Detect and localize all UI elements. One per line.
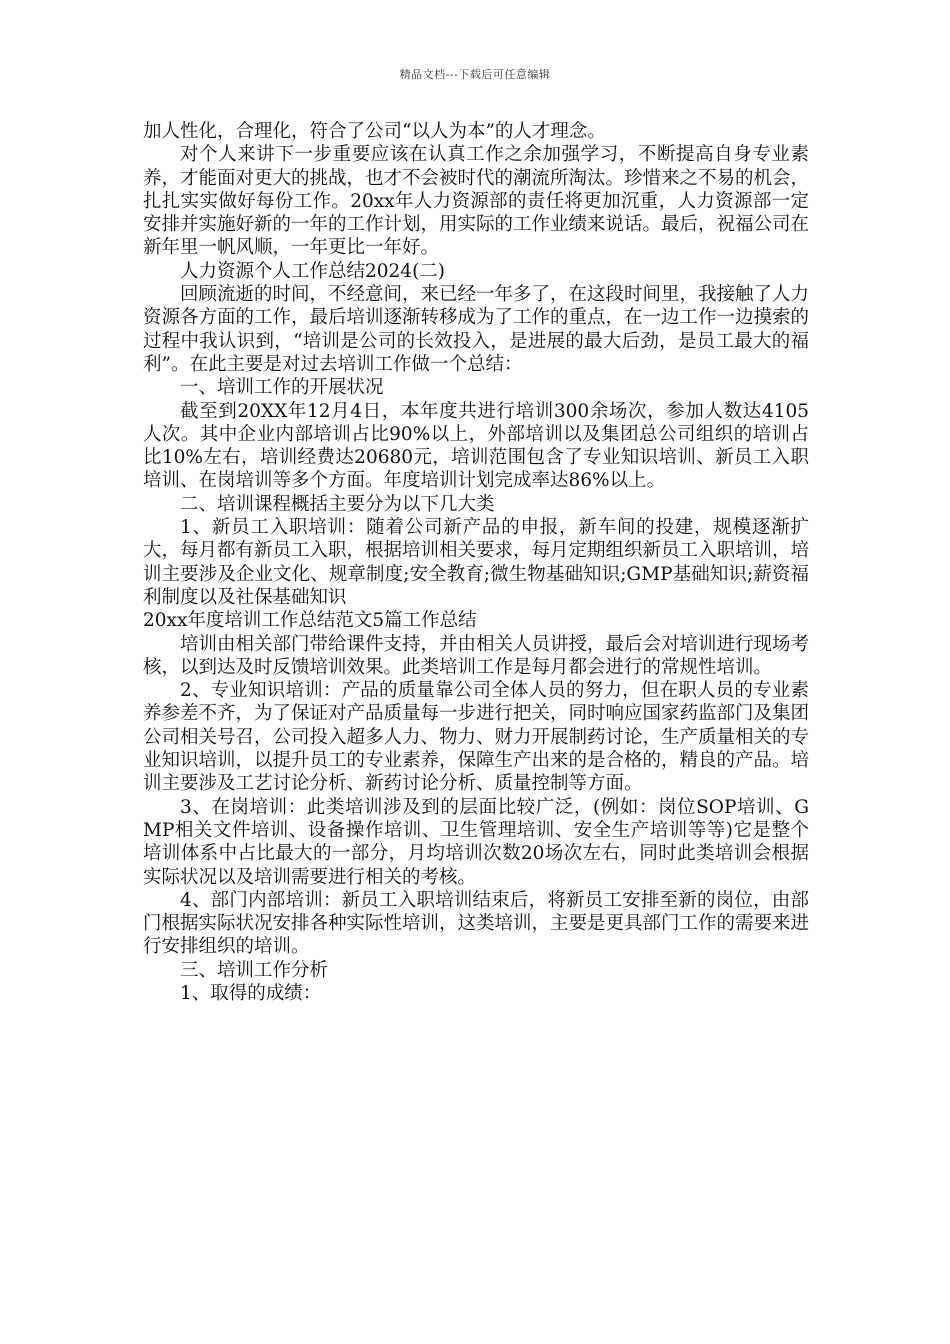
- paragraph: 截至到20XX年12月4日，本年度共进行培训300余场次，参加人数达4105人次。其中企业内部培训占比90%以上，外部培训以及集团总公司组织的培训占比10%左右，培训经费达20680元，培训范围包含了专业知识培训、新员工入职培训、在岗培训等多个方面。年度培训计划完成率达86%以上。: [143, 400, 809, 492]
- paragraph: 加人性化，合理化，符合了公司“以人为本”的人才理念。: [143, 121, 606, 142]
- paragraph: 2、专业知识培训：产品的质量靠公司全体人员的努力，但在职人员的专业素养参差不齐，为了保证对产品质量每一步进行把关，同时响应国家药监部门及集团公司相关号召，公司投入超多人力、物力、财力开展制药讨论，生产质量相关的专业知识培训，以提升员工的专业素养，保障生产出来的是合格的，精良的产品。培训主要涉及工艺讨论分析、新药讨论分析、质量控制等方面。: [143, 680, 810, 795]
- paragraph: 4、部门内部培训：新员工入职培训结束后，将新员工安排至新的岗位，由部门根据实际状况安排各种实际性培训，这类培训，主要是更具部门工作的需要来进行安排组织的培训。: [143, 889, 810, 958]
- paragraph: 培训由相关部门带给课件支持，并由相关人员讲授，最后会对培训进行现场考核，以到达及时反馈培训效果。此类培训工作是每月都会进行的常规性培训。: [143, 633, 810, 678]
- document-body: [143, 120, 809, 1005]
- paragraph: 1、取得的成绩：: [180, 982, 322, 1004]
- paragraph: 1、新员工入职培训：随着公司新产品的申报，新车间的投建，规模逐渐扩大，每月都有新员工入职，根据培训相关要求，每月定期组织新员工入职培训，培训主要涉及企业文化、规章制度;安全教育;微生物基础知识;GMP基础知识;薪资福利制度以及社保基础知识: [143, 517, 810, 608]
- paragraph: 20xx年度培训工作总结范文5篇工作总结: [143, 610, 477, 632]
- paragraph: 对个人来讲下一步重要应该在认真工作之余加强学习，不断提高自身专业素养，才能面对更大的挑战，也才不会被时代的潮流所淘汰。珍惜来之不易的机会，扎扎实实做好每份工作。20xx年人力资源部的责任将更加沉重，人力资源部一定安排并实施好新的一年的工作计划，用实际的工作业绩来说话。最后，祝福公司在新年里一帆风顺，一年更比一年好。: [143, 144, 810, 259]
- paragraph: 二、培训课程概括主要分为以下几大类: [180, 493, 495, 515]
- paragraph: 人力资源个人工作总结2024(二): [180, 260, 446, 282]
- paragraph: 三、培训工作分析: [180, 959, 329, 981]
- paragraph: 回顾流逝的时间，不经意间，来已经一年多了，在这段时间里，我接触了人力资源各方面的工作，最后培训逐渐转移成为了工作的重点，在一边工作一边摸索的过程中我认识到，“培训是公司的长效投入，是进展的最大后劲，是员工最大的福利”。在此主要是对过去培训工作做一个总结：: [143, 284, 810, 375]
- page-header: 精品文档---下载后可任意编辑: [399, 68, 551, 81]
- paragraph: 一、培训工作的开展状况: [180, 377, 384, 399]
- paragraph: 3、在岗培训：此类培训涉及到的层面比较广泛，(例如：岗位SOP培训、GMP相关文件培训、设备操作培训、卫生管理培训、安全生产培训等等)它是整个培训体系中占比最大的一部分，月均培训次数20场次左右，同时此类培训会根据实际状况以及培训需要进行相关的考核。: [143, 796, 809, 888]
